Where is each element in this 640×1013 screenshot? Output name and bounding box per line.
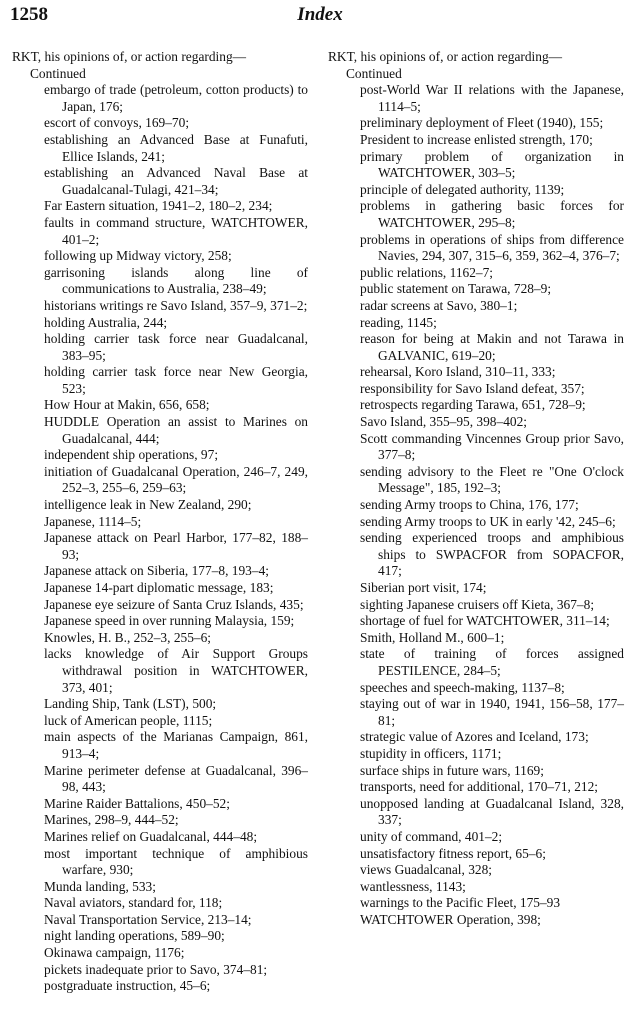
entry-list: [328, 82, 624, 928]
index-entry: Savo Island, 355–95, 398–402;: [360, 414, 528, 430]
index-entry: initiation of Guadalcanal Operation, 246–7, 249, 252–3, 255–6, 259–63;: [44, 463, 308, 496]
index-entry: establishing an Advanced Base at Funafuti, Ellice Islands, 241;: [44, 131, 308, 164]
index-entry: intelligence leak in New Zealand, 290;: [44, 497, 252, 513]
continued-label: Continued: [30, 65, 86, 81]
index-entry: unopposed landing at Guadalcanal Island, 328, 337;: [360, 795, 624, 828]
index-entry: warnings to the Pacific Fleet, 175–93: [360, 895, 561, 911]
index-entry: Marine Raider Battalions, 450–52;: [44, 795, 230, 811]
index-entry: surface ships in future wars, 1169;: [360, 762, 544, 778]
main-entry-heading: RKT, his opinions of, or action regarding—: [12, 49, 247, 64]
index-entry: Japanese attack on Pearl Harbor, 177–82, 188–93;: [44, 530, 308, 562]
index-entry: Japanese eye seizure of Santa Cruz Islands, 435;: [44, 596, 304, 612]
index-column-left: [12, 49, 308, 995]
index-entry: Marines, 298–9, 444–52;: [44, 812, 179, 828]
index-entry: wantlessness, 1143;: [360, 878, 466, 894]
index-entry: sending Army troops to China, 176, 177;: [360, 497, 579, 513]
index-entry: unity of command, 401–2;: [360, 828, 503, 844]
index-entry: problems in operations of ships from difference Navies, 294, 307, 315–6, 359, 362–4, 376–7;: [360, 231, 624, 264]
index-entry: reading, 1145;: [360, 314, 437, 330]
index-entry: unsatisfactory fitness report, 65–6;: [360, 845, 546, 861]
index-entry: postgraduate instruction, 45–6;: [44, 978, 211, 994]
index-entry: primary problem of organization in WATCHTOWER, 303–5;: [360, 148, 624, 181]
index-entry: transports, need for additional, 170–71, 212;: [360, 779, 599, 795]
index-entry: speeches and speech-making, 1137–8;: [360, 679, 565, 695]
index-entry: lacks knowledge of Air Support Groups withdrawal position in WATCHTOWER, 373, 401;: [44, 646, 308, 695]
index-entry: problems in gathering basic forces for WATCHTOWER, 295–8;: [360, 198, 624, 230]
index-entry: holding carrier task force near New Georgia, 523;: [44, 364, 308, 396]
index-entry: Japanese attack on Siberia, 177–8, 193–4;: [44, 563, 269, 579]
index-entry: preliminary deployment of Fleet (1940), 155;: [360, 115, 604, 131]
index-entry: most important technique of amphibious warfare, 930;: [44, 845, 308, 878]
index-entry: principle of delegated authority, 1139;: [360, 181, 565, 197]
continued-label: Continued: [346, 65, 402, 81]
page-header: [0, 4, 640, 32]
index-entry: escort of convoys, 169–70;: [44, 115, 190, 131]
index-entry: Japanese 14-part diplomatic message, 183;: [44, 580, 274, 595]
page-number: 1258: [10, 4, 48, 25]
index-entry: pickets inadequate prior to Savo, 374–81;: [44, 961, 268, 977]
index-entry: sending advisory to the Fleet re "One O'clock Message", 185, 192–3;: [360, 463, 624, 496]
index-entry: Marine perimeter defense at Guadalcanal, 396–98, 443;: [44, 762, 308, 795]
index-entry: reason for being at Makin and not Tarawa in GALVANIC, 619–20;: [360, 331, 624, 363]
index-entry: radar screens at Savo, 380–1;: [360, 297, 518, 313]
index-entry: Okinawa campaign, 1176;: [44, 945, 185, 961]
index-entry: Japanese speed in over running Malaysia, 159;: [44, 613, 295, 629]
index-entry: holding carrier task force near Guadalcanal, 383–95;: [44, 331, 308, 363]
index-entry: WATCHTOWER Operation, 398;: [360, 911, 541, 927]
main-entry-heading: RKT, his opinions of, or action regarding—: [328, 49, 563, 64]
index-entry: faults in command structure, WATCHTOWER, 401–2;: [44, 214, 308, 247]
index-entry: establishing an Advanced Naval Base at Guadalcanal-Tulagi, 421–34;: [44, 165, 308, 197]
index-entry: embargo of trade (petroleum, cotton products) to Japan, 176;: [44, 82, 308, 114]
index-entry: sending experienced troops and amphibious ships to SWPACFOR from SOPACFOR, 417;: [360, 530, 624, 579]
index-entry: rehearsal, Koro Island, 310–11, 333;: [360, 364, 556, 380]
index-entry: HUDDLE Operation an assist to Marines on Guadalcanal, 444;: [44, 414, 308, 446]
index-entry: stupidity in officers, 1171;: [360, 745, 502, 761]
index-entry: President to increase enlisted strength, 170;: [360, 131, 593, 147]
index-column-right: [328, 49, 624, 928]
index-entry: night landing operations, 589–90;: [44, 928, 225, 944]
index-entry: views Guadalcanal, 328;: [360, 862, 493, 878]
index-entry: following up Midway victory, 258;: [44, 248, 232, 264]
index-entry: strategic value of Azores and Iceland, 173;: [360, 729, 589, 745]
index-entry: luck of American people, 1115;: [44, 712, 213, 728]
index-entry: retrospects regarding Tarawa, 651, 728–9;: [360, 397, 586, 413]
entry-list: [12, 82, 308, 995]
index-entry: garrisoning islands along line of communications to Australia, 238–49;: [44, 264, 308, 297]
index-entry: Japanese, 1114–5;: [44, 513, 142, 529]
index-entry: Naval aviators, standard for, 118;: [44, 895, 223, 911]
index-entry: sending Army troops to UK in early '42, 245–6;: [360, 513, 616, 529]
index-entry: Smith, Holland M., 600–1;: [360, 629, 505, 645]
index-entry: holding Australia, 244;: [44, 314, 168, 330]
index-entry: sighting Japanese cruisers off Kieta, 367–8;: [360, 596, 595, 612]
index-entry: Marines relief on Guadalcanal, 444–48;: [44, 828, 258, 844]
index-entry: Scott commanding Vincennes Group prior Savo, 377–8;: [360, 430, 624, 463]
index-entry: Knowles, H. B., 252–3, 255–6;: [44, 629, 212, 645]
index-entry: historians writings re Savo Island, 357–9, 371–2;: [44, 297, 308, 313]
index-entry: responsibility for Savo Island defeat, 357;: [360, 380, 585, 396]
index-entry: state of training of forces assigned PESTILENCE, 284–5;: [360, 646, 624, 678]
index-entry: Naval Transportation Service, 213–14;: [44, 911, 252, 927]
index-entry: staying out of war in 1940, 1941, 156–58, 177–81;: [360, 696, 624, 728]
index-entry: Far Eastern situation, 1941–2, 180–2, 234;: [44, 198, 273, 214]
index-entry: How Hour at Makin, 656, 658;: [44, 397, 210, 413]
index-entry: Munda landing, 533;: [44, 878, 156, 894]
running-head: Index: [297, 4, 343, 25]
index-entry: public statement on Tarawa, 728–9;: [360, 281, 552, 297]
index-entry: public relations, 1162–7;: [360, 264, 494, 280]
index-entry: main aspects of the Marianas Campaign, 861, 913–4;: [44, 729, 308, 761]
index-entry: Landing Ship, Tank (LST), 500;: [44, 696, 217, 712]
index-entry: shortage of fuel for WATCHTOWER, 311–14;: [360, 613, 610, 629]
index-entry: Siberian port visit, 174;: [360, 580, 487, 595]
index-entry: independent ship operations, 97;: [44, 447, 219, 463]
index-entry: post-World War II relations with the Japanese, 1114–5;: [360, 82, 624, 114]
